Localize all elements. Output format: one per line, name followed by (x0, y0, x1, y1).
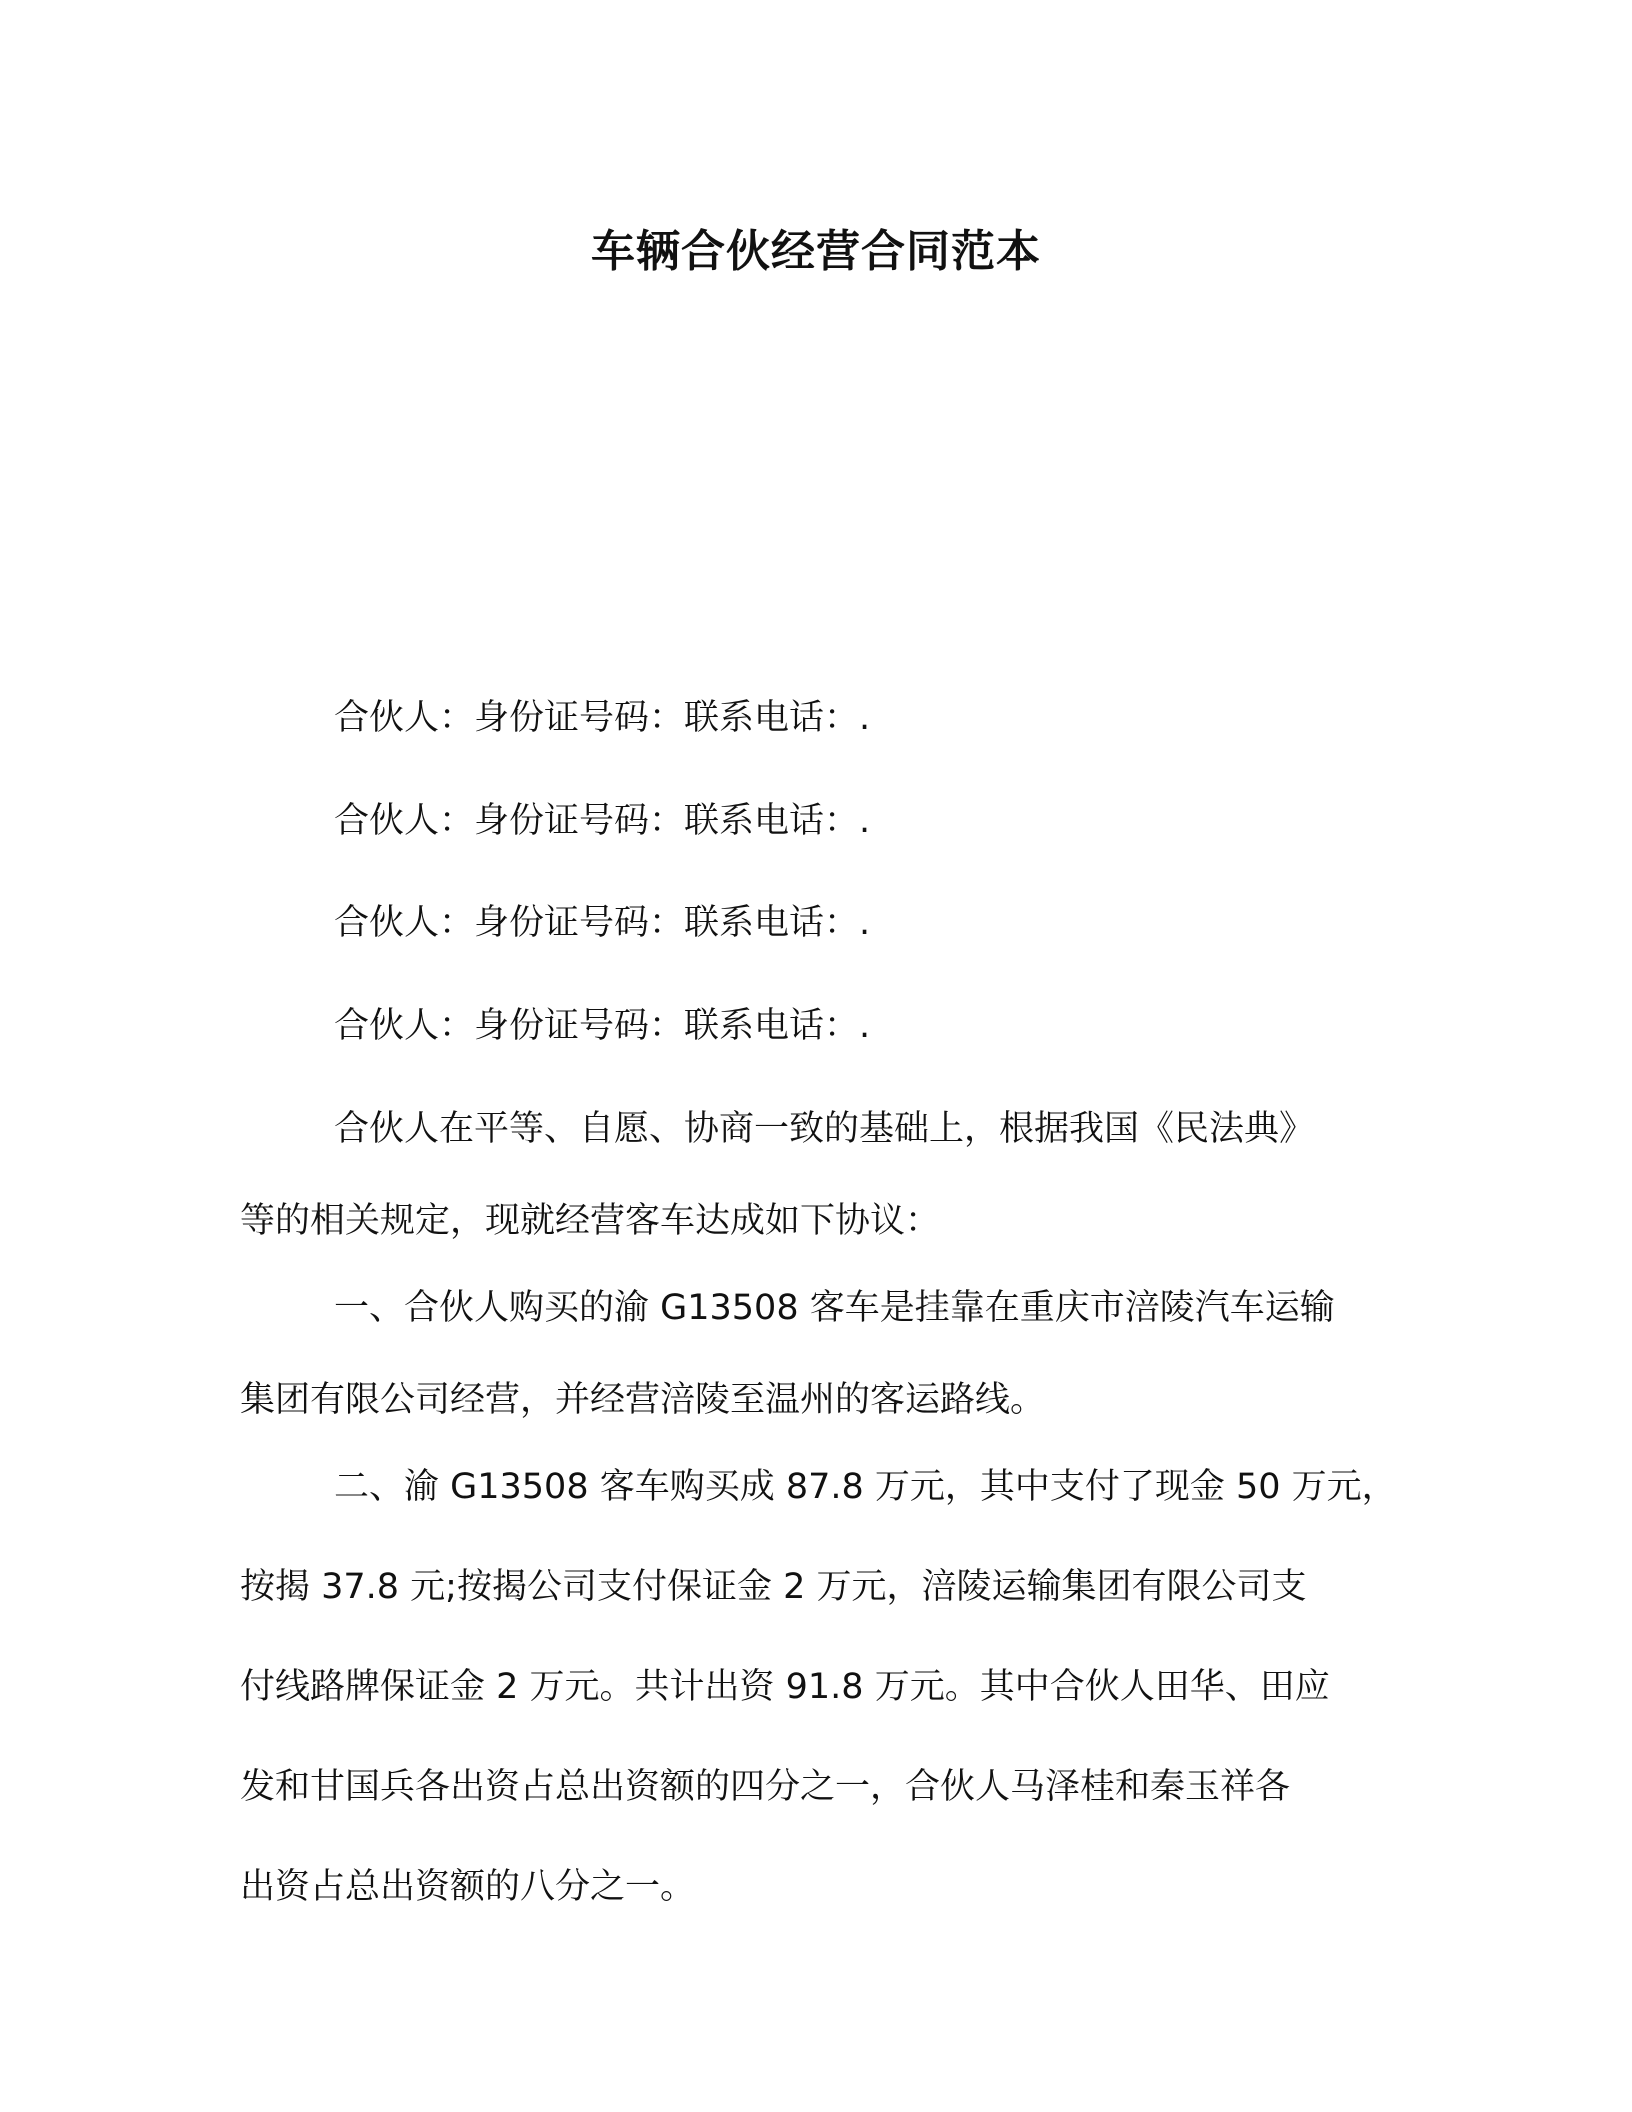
clause-2-line-1: 二、渝 G13508 客车购买成 87.8 万元，其中支付了现金 50 万元， (334, 1467, 1397, 1507)
partner-line-4: 合伙人：身份证号码：联系电话：. (334, 1006, 871, 1046)
clause-2-line-3: 付线路牌保证金 2 万元。共计出资 91.8 万元。其中合伙人田华、田应 (240, 1667, 1330, 1707)
intro-line-2: 等的相关规定，现就经营客车达成如下协议： (240, 1201, 941, 1241)
intro-paragraph (240, 1105, 1410, 1245)
clause-1-line-2: 集团有限公司经营，并经营涪陵至温州的客运路线。 (240, 1380, 1046, 1420)
intro-line-1: 合伙人在平等、自愿、协商一致的基础上，根据我国《民法典》 (334, 1109, 1315, 1149)
partner-line-2: 合伙人：身份证号码：联系电话：. (334, 801, 871, 841)
clause-2-line-5: 出资占总出资额的八分之一。 (240, 1867, 696, 1907)
clause-1-line-1: 一、合伙人购买的渝 G13508 客车是挂靠在重庆市涪陵汽车运输 (334, 1288, 1335, 1328)
clause-2-line-2: 按揭 37.8 元;按揭公司支付保证金 2 万元，涪陵运输集团有限公司支 (240, 1567, 1307, 1607)
clause-2-line-4: 发和甘国兵各出资占总出资额的四分之一，合伙人马泽桂和秦玉祥各 (240, 1767, 1291, 1807)
partner-line-1: 合伙人：身份证号码：联系电话：. (334, 698, 871, 738)
clause-1-paragraph (240, 1284, 1410, 1424)
partner-line-3: 合伙人：身份证号码：联系电话：. (334, 903, 871, 943)
document-title: 车辆合伙经营合同范本 (591, 226, 1041, 277)
clause-2-paragraph (240, 1463, 1410, 1911)
